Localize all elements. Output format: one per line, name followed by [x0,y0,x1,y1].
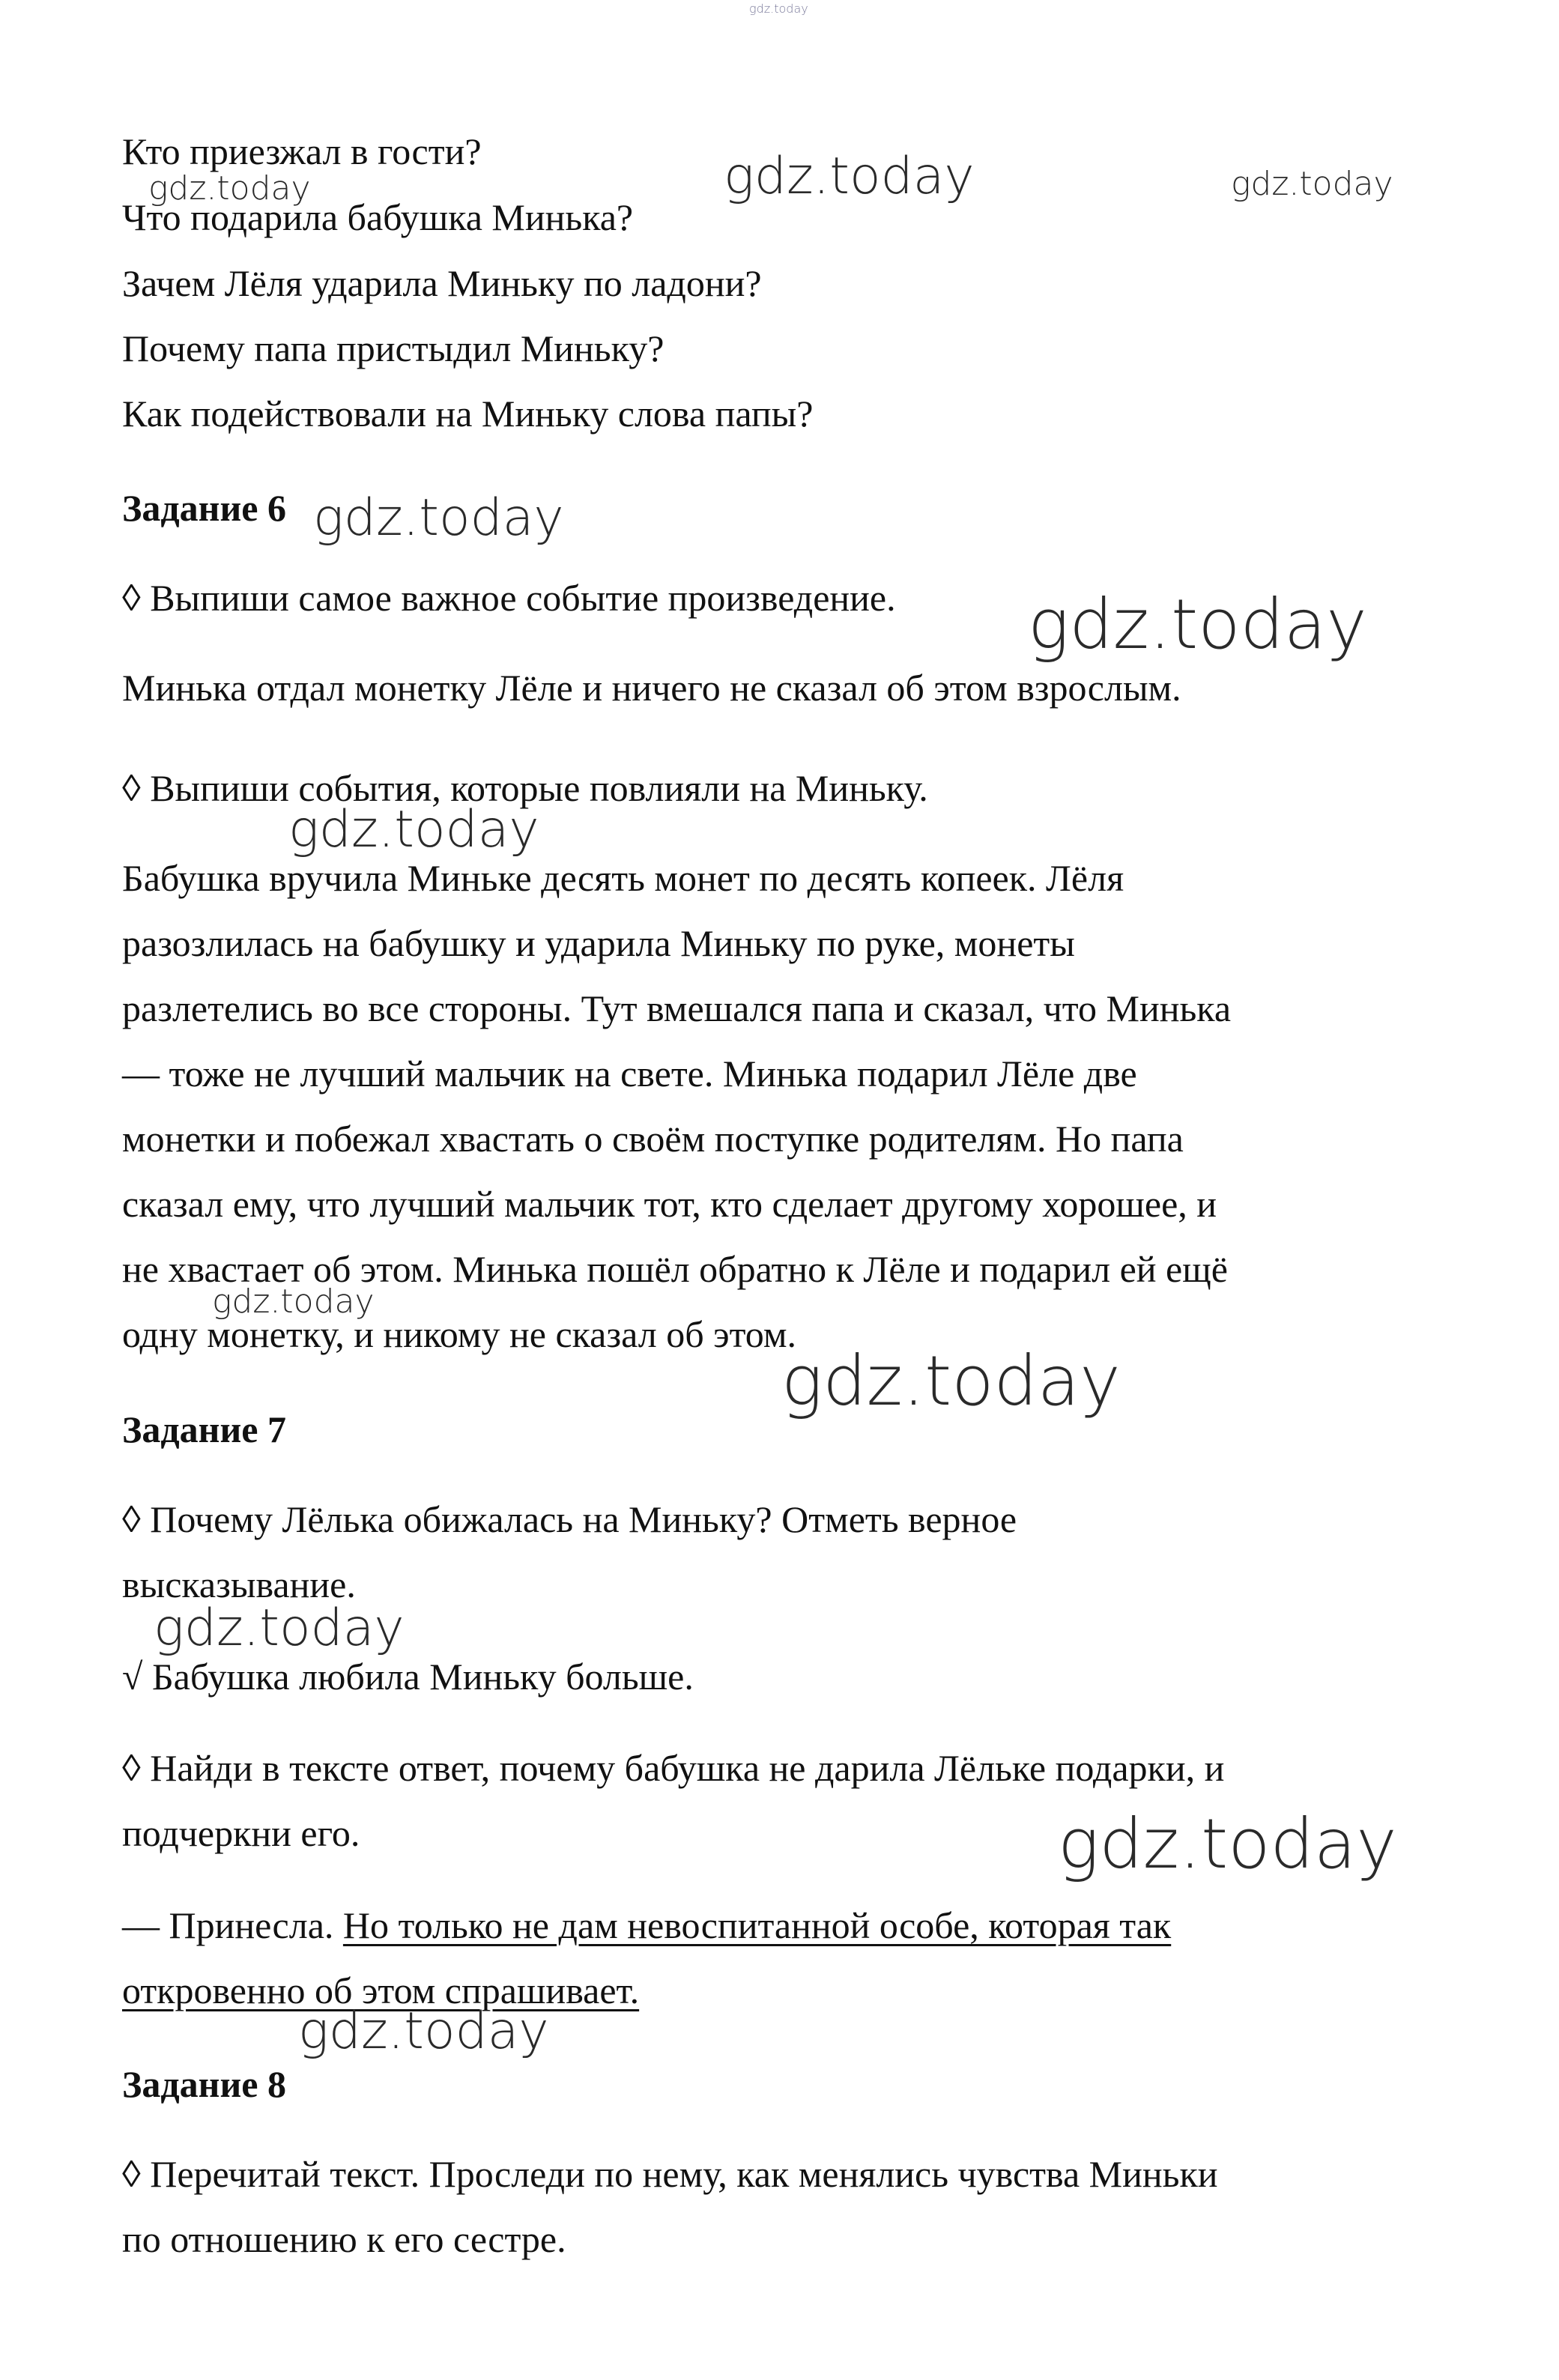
task7-answer-1: √ Бабушка любила Миньку больше. [122,1656,694,1698]
task8-heading: Задание 8 [122,2063,286,2105]
watermark: gdz.today [781,1341,1121,1421]
task6-answer-2-line: не хвастает об этом. Минька пошёл обратно к Лёле и подарил ей ещё [122,1248,1228,1290]
task7-prompt-1-line: ◊ Почему Лёлька обижалась на Миньку? Отметь верное [122,1498,1017,1540]
task7-prompt-2-line: ◊ Найди в тексте ответ, почему бабушка не дарила Лёльке подарки, и [122,1747,1225,1789]
task7-underlined-answer: откровенно об этом спрашивает. [122,1969,640,2011]
watermark: gdz.today [298,2002,549,2061]
watermark: gdz.today [1231,165,1393,203]
question-2: Что подарила бабушка Минька? [122,196,634,238]
watermark: gdz.today [313,488,564,548]
question-5: Как подействовали на Миньку слова папы? [122,393,814,434]
task6-heading: Задание 6 [122,487,286,529]
task8-prompt-line: по отношению к его сестре. [122,2218,566,2260]
task6-answer-2-line: разлетелись во все стороны. Тут вмешался папа и сказал, что Минька [122,987,1232,1029]
task7-underlined-answer: Но только не дам невоспитанной особе, которая так [342,1904,1172,1946]
watermark: gdz.today [212,1283,375,1321]
task7-prompt-1-line: высказывание. [122,1563,356,1605]
watermark: gdz.today [724,147,975,206]
task6-answer-2-line: — тоже не лучший мальчик на свете. Минька подарил Лёле две [122,1053,1137,1094]
watermark: gdz.today [288,800,539,859]
task6-answer-2-line: одну монетку, и никому не сказал об этом. [122,1313,796,1355]
watermark-top: gdz.today [749,1,808,16]
watermark: gdz.today [1028,584,1367,664]
task7-heading: Задание 7 [122,1408,286,1450]
watermark: gdz.today [148,169,311,208]
task6-answer-2-line: сказал ему, что лучший мальчик тот, кто сделает другому хорошее, и [122,1183,1217,1225]
task6-prompt-1: ◊ Выпиши самое важное событие произведение. [122,577,896,619]
watermark: gdz.today [1058,1804,1397,1884]
task8-prompt-line: ◊ Перечитай текст. Проследи по нему, как менялись чувства Миньки [122,2153,1218,2195]
task6-prompt-2: ◊ Выпиши события, которые повлияли на Миньку. [122,767,928,809]
question-4: Почему папа пристыдил Миньку? [122,327,665,369]
task6-answer-2-line: разозлилась на бабушку и ударила Миньку по руке, монеты [122,922,1075,964]
watermark: gdz.today [154,1599,405,1658]
task6-answer-1: Минька отдал монетку Лёле и ничего не сказал об этом взрослым. [122,667,1181,709]
task7-answer-2-line-1 [122,1903,1171,1948]
task6-answer-2-line: монетки и побежал хвастать о своём поступке родителям. Но папа [122,1118,1184,1160]
task6-answer-2-line: Бабушка вручила Миньке десять монет по десять копеек. Лёля [122,857,1124,899]
question-1: Кто приезжал в гости? [122,130,482,172]
task7-answer-2-prefix: — Принесла. [122,1904,343,1946]
task7-prompt-2-line: подчеркни его. [122,1812,360,1854]
question-3: Зачем Лёля ударила Миньку по ладони? [122,262,762,304]
